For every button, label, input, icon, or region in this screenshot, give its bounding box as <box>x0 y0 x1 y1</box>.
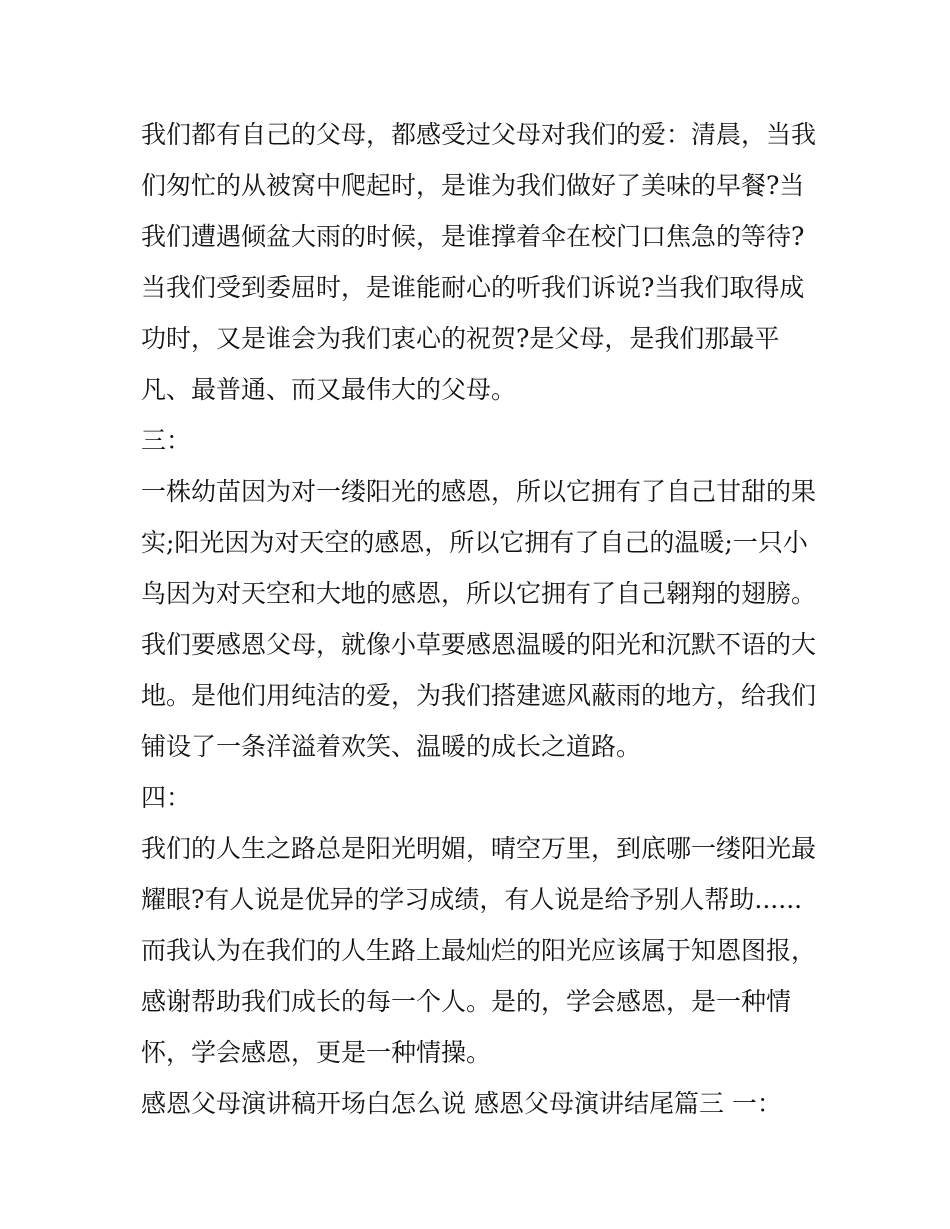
text-line: 铺设了一条洋溢着欢笑、温暖的成长之道路。 <box>141 732 642 761</box>
text-line: 我们都有自己的父母，都感受过父母对我们的爱：清晨，当我 <box>141 120 817 149</box>
text-line: 耀眼?有人说是优异的学习成绩，有人说是给予别人帮助...... <box>141 885 803 914</box>
text-line: 凡、最普通、而又最伟大的父母。 <box>141 375 517 404</box>
text-line: 感谢帮助我们成长的每一个人。是的，学会感恩，是一种情 <box>141 987 792 1016</box>
text-line: 一株幼苗因为对一缕阳光的感恩，所以它拥有了自己甘甜的果 <box>141 477 817 506</box>
text-line: 们匆忙的从被窝中爬起时，是谁为我们做好了美味的早餐?当 <box>141 171 805 200</box>
text-line: 我们遭遇倾盆大雨的时候，是谁撑着伞在校门口焦急的等待? <box>141 222 805 251</box>
text-line: 实;阳光因为对天空的感恩，所以它拥有了自己的温暖;一只小 <box>141 528 808 557</box>
chapter-title-line: 感恩父母演讲稿开场白怎么说 感恩父母演讲结尾篇三 一： <box>141 1089 782 1118</box>
text-line: 鸟因为对天空和大地的感恩，所以它拥有了自己翱翔的翅膀。 <box>141 579 817 608</box>
text-line: 我们要感恩父母，就像小草要感恩温暖的阳光和沉默不语的大 <box>141 630 817 659</box>
section-heading-four: 四： <box>141 783 192 812</box>
text-line: 而我认为在我们的人生路上最灿烂的阳光应该属于知恩图报， <box>141 936 817 965</box>
text-line: 地。是他们用纯洁的爱，为我们搭建遮风蔽雨的地方，给我们 <box>141 681 817 710</box>
text-line: 怀，学会感恩，更是一种情操。 <box>141 1038 492 1067</box>
text-line: 当我们受到委屈时，是谁能耐心的听我们诉说?当我们取得成 <box>141 273 805 302</box>
section-heading-three: 三： <box>141 426 192 455</box>
text-line: 我们的人生之路总是阳光明媚，晴空万里，到底哪一缕阳光最 <box>141 834 817 863</box>
text-line: 功时，又是谁会为我们衷心的祝贺?是父母，是我们那最平 <box>141 324 780 353</box>
